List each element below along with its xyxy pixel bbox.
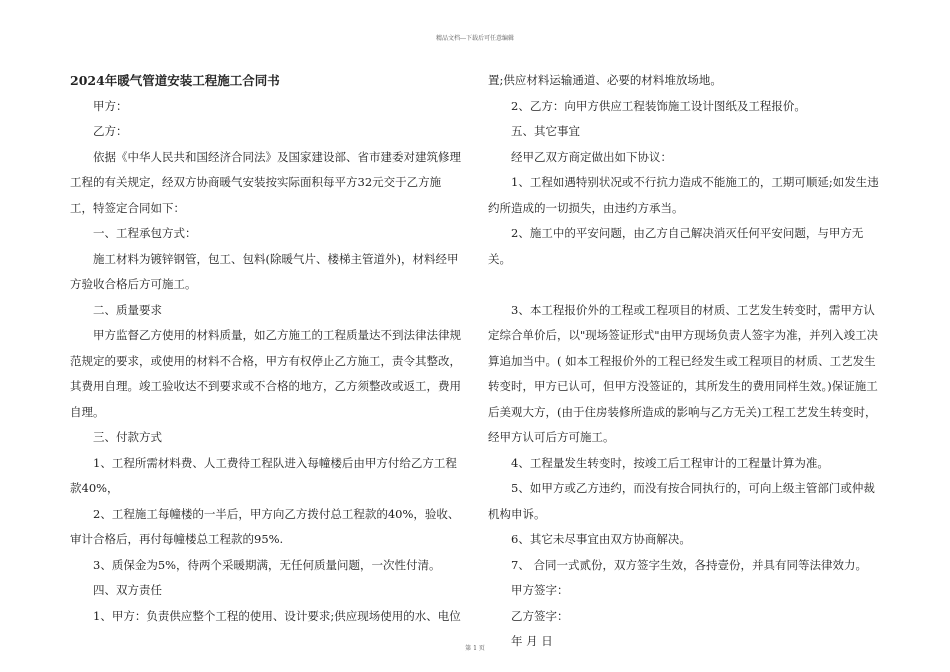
other-item-5: 5、如甲方或乙方违约，而没有按合同执行的，可向上级主管部门或仲裁机构申诉。 xyxy=(488,481,875,521)
section-heading-responsibilities: 四、双方责任 xyxy=(93,583,162,597)
quality-paragraph: 甲方监督乙方使用的材料质量，如乙方施工的工程质量达不到法律法律规范规定的要求，或使用的材料不合格，甲方有权停止乙方施工，责令其整改，其费用自理。竣工验收达不到要求或不合格的地方，乙方须整改或返工，费用自理。 xyxy=(70,328,461,419)
party-b-label: 乙方： xyxy=(93,124,128,138)
party-a-signature: 甲方签字： xyxy=(511,583,569,597)
contract-mode-paragraph: 施工材料为镀锌钢管，包工、包料(除暖气片、楼梯主管道外)，材料经甲方验收合格后方可施工。 xyxy=(70,251,459,291)
document-title: 2024年暖气管道安装工程施工合同书 xyxy=(70,73,280,88)
section-heading-contract-mode: 一、工程承包方式： xyxy=(93,226,197,240)
other-item-6: 6、其它未尽事宜由双方协商解决。 xyxy=(511,532,691,546)
payment-item-1: 1、工程所需材料费、人工费待工程队进入每幢楼后由甲方付给乙方工程款40%， xyxy=(70,455,457,495)
responsibility-party-b: 2、乙方：向甲方供应工程装饰施工设计图纸及工程报价。 xyxy=(511,98,806,113)
other-item-1: 1、工程如遇特别状况或不行抗力造成不能施工的，工期可顺延;如发生违约所造成的一切损失，由违约方承当。 xyxy=(488,175,879,215)
other-item-3: 3、本工程报价外的工程或工程项目的材质、工艺发生转变时，需甲方认定综合单价后，以"现场签证形式"由甲方现场负责人签字为准，并列入竣工决算追加当中。( 如本工程报价外的工程已经发生或工程项目的材质、工艺发生转变时，甲方已认可，但甲方没签证的，其所发生的费用同样生效。)保证施工后美观大方，(由于住房装修所造成的影响与乙方无关)工程工艺发生转变时，经甲方认可后方可施工。 xyxy=(488,302,879,444)
left-column xyxy=(70,68,462,629)
page-footer: 第 1 页 xyxy=(465,645,485,652)
section-heading-quality: 二、质量要求 xyxy=(93,302,162,317)
payment-item-2: 2、工程施工每幢楼的一半后，甲方向乙方拨付总工程款的40%，验收、审计合格后，再付每幢楼总工程款的95%. xyxy=(70,506,460,546)
section-heading-payment: 三、付款方式 xyxy=(93,430,162,444)
responsibility-party-a-continued: 置;供应材料运输通道、必要的材料堆放场地。 xyxy=(488,73,722,87)
other-item-4: 4、工程量发生转变时，按竣工后工程审计的工程量计算为准。 xyxy=(511,455,829,470)
other-item-7: 7、 合同一式贰份，双方签字生效，各持壹份，并具有同等法律效力。 xyxy=(511,557,867,572)
party-a-label: 甲方： xyxy=(93,98,128,113)
page-header: 精品文档---下载后可任意编辑 xyxy=(435,35,515,42)
signature-date: 年 月 日 xyxy=(511,634,553,648)
party-b-signature: 乙方签字： xyxy=(511,608,569,623)
other-item-2: 2、施工中的平安问题，由乙方自己解决消灭任何平安问题，与甲方无关。 xyxy=(488,226,864,266)
responsibility-party-a: 1、甲方：负责供应整个工程的使用、设计要求;供应现场使用的水、电位 xyxy=(93,608,461,623)
right-column xyxy=(488,68,880,655)
intro-paragraph: 依据《中华人民共和国经济合同法》及国家建设部、省市建委对建筑修理工程的有关规定，经双方协商暖气安装按实际面积每平方32元交于乙方施工，特签定合同如下： xyxy=(70,149,461,215)
section-heading-other: 五、其它事宜 xyxy=(511,124,580,138)
other-intro: 经甲乙双方商定做出如下协议： xyxy=(511,149,672,164)
payment-item-3: 3、质保金为5%，待两个采暖期满，无任何质量问题，一次性付清。 xyxy=(93,557,441,572)
blank-line xyxy=(488,272,880,298)
